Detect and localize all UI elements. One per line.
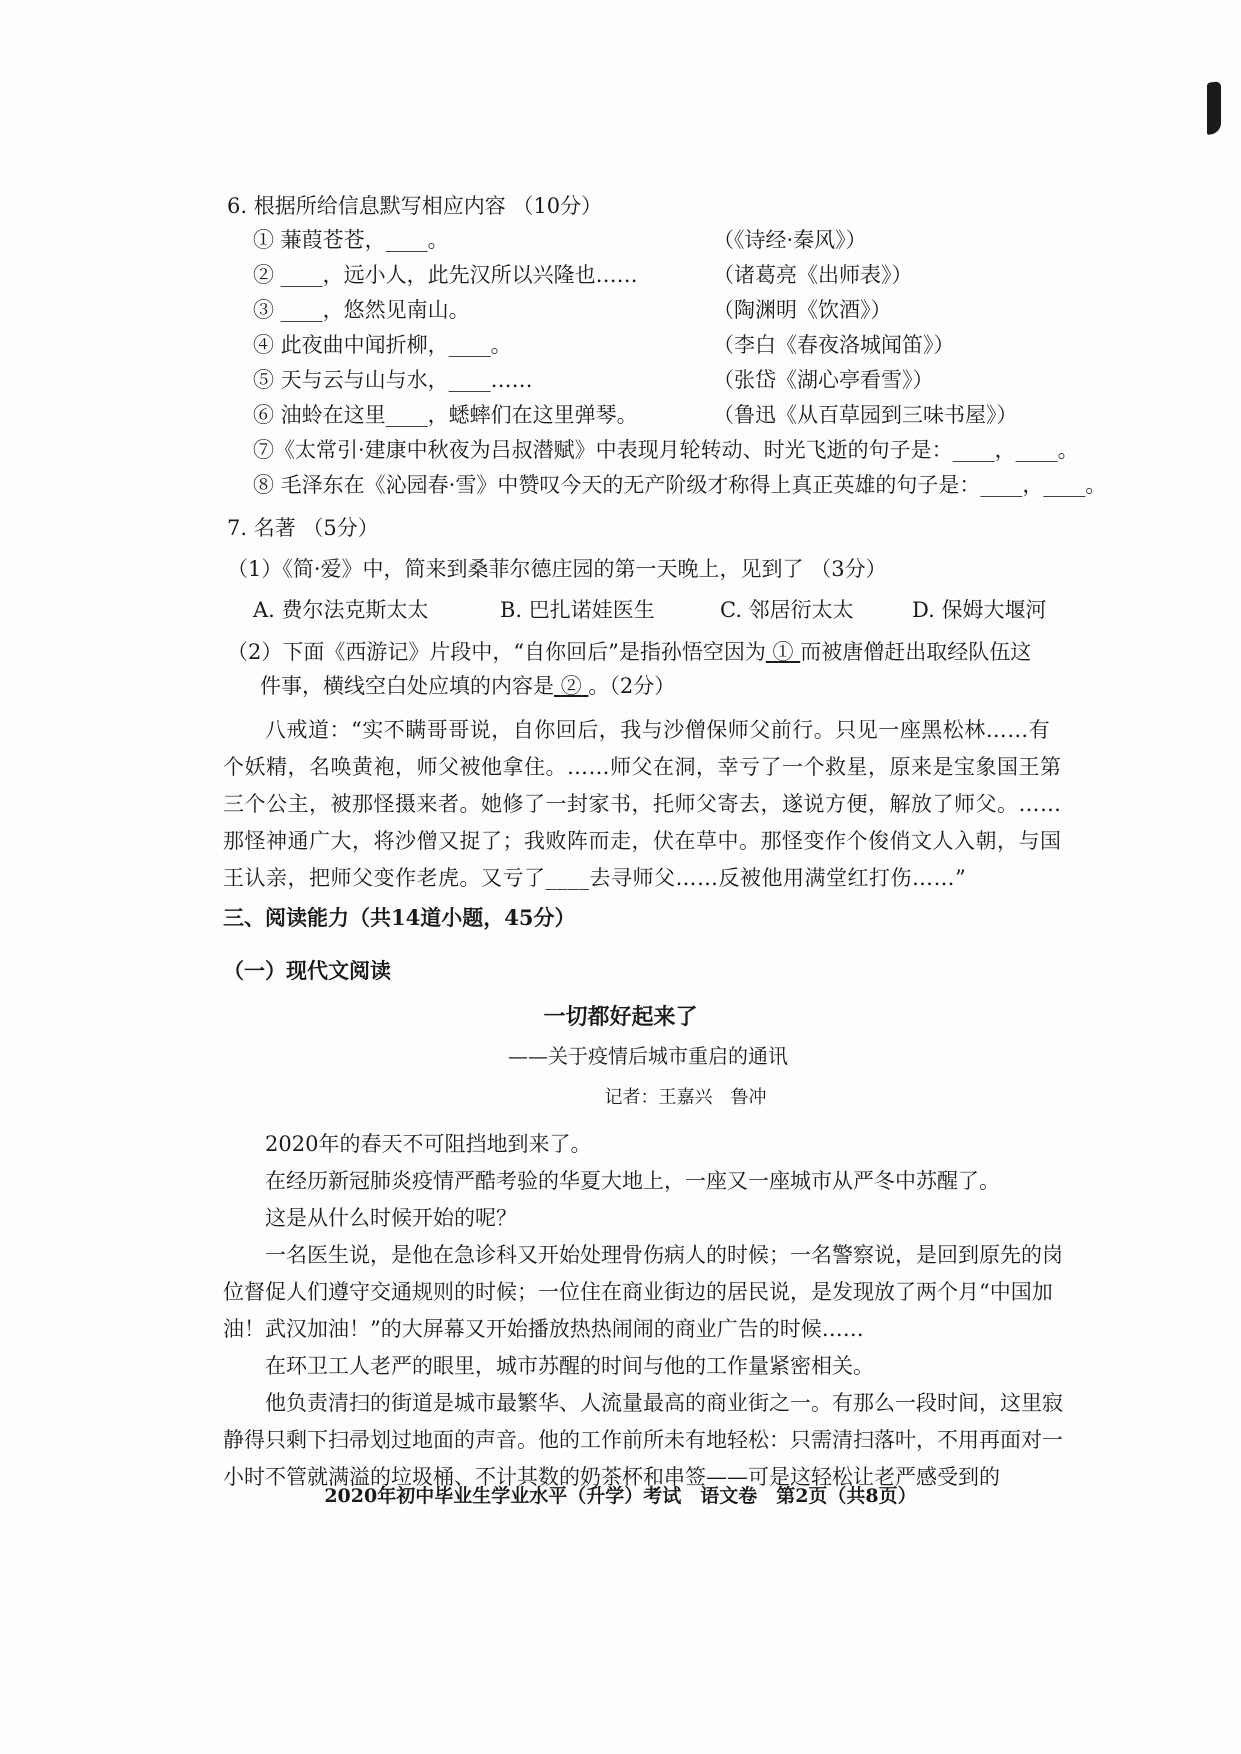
q6-source-3: （陶渊明《饮酒》） (713, 298, 892, 322)
q6-source-6: （鲁迅《从百草园到三味书屋》） (713, 403, 1018, 427)
q7-sub2-text-c: 件事，横线空白处应填的内容是 (260, 674, 554, 698)
article-byline: 记者：王嘉兴 鲁冲 (604, 1087, 767, 1108)
q6-source-1: （《诗经·秦风》） (713, 228, 867, 252)
q6-item-1: ① 蒹葭苍苍，____。 (253, 228, 449, 252)
q6-source-4: （李白《春夜洛城闻笛》） (713, 333, 955, 357)
article-paragraph: 在环卫工人老严的眼里，城市苏醒的时间与他的工作量紧密相关。 (265, 1354, 874, 1378)
q7-option-a: A. 费尔法克斯太太 (253, 598, 429, 622)
blank-marker-1 (766, 640, 800, 664)
section3-heading: 三、阅读能力（共14道小题，45分） (223, 905, 576, 930)
q7-option-c: C. 邻居衍太太 (720, 598, 854, 622)
article-paragraph: 2020年的春天不可阻挡地到来了。 (265, 1132, 592, 1156)
q6-item-4: ④ 此夜曲中闻折柳，____。 (253, 333, 512, 357)
article-paragraph: 在经历新冠肺炎疫情严酷考验的华夏大地上，一座又一座城市从严冬中苏醒了。 (265, 1169, 1000, 1193)
article-paragraph: 一名医生说，是他在急诊科又开始处理骨伤病人的时候；一名警察说，是回到原先的岗位督促人们遵守交通规则的时候；一位住在商业街边的居民说，是发现放了两个月“中国加油！武汉加油！”的大屏幕又开始播放热热闹闹的商业广告的时候…… (223, 1243, 1063, 1341)
q7-sub2-text-b: 而被唐僧赶出取经队伍这 (800, 640, 1032, 664)
article-paragraph: 这是从什么时候开始的呢？ (265, 1206, 517, 1230)
q6-source-5: （张岱《湖心亭看雪》） (713, 368, 934, 392)
q6-item-6: ⑥ 油蛉在这里____，蟋蟀们在这里弹琴。 (253, 403, 638, 427)
article-title: 一切都好起来了 (543, 1004, 698, 1030)
q7-sub1: （1）《简·爱》中，简来到桑菲尔德庄园的第一天晚上，见到了 （3分） (227, 557, 887, 581)
q7-option-b: B. 巴扎诺娃医生 (500, 598, 655, 622)
section3-subheading: （一）现代文阅读 (223, 958, 391, 983)
q6-item-3: ③ ____，悠然见南山。 (253, 298, 470, 322)
q6-item-8: ⑧ 毛泽东在《沁园春·雪》中赞叹今天的无产阶级才称得上真正英雄的句子是：____，____。 (253, 473, 1107, 497)
q7-heading: 7. 名著 （5分） (227, 516, 379, 540)
blank-marker-2-label: ② (560, 674, 582, 698)
page-footer: 2020年初中毕业生学业水平（升学）考试 语文卷 第2页（共8页） (324, 1485, 917, 1507)
q6-item-2: ② ____，远小人，此先汉所以兴隆也…… (253, 263, 638, 287)
binding-mark (1207, 81, 1221, 135)
blank-marker-1-label: ① (772, 640, 794, 664)
q6-item-7: ⑦《太常引·建康中秋夜为吕叔潜赋》中表现月轮转动、时光飞逝的句子是：____，____。 (253, 438, 1079, 462)
article-paragraph: 他负责清扫的街道是城市最繁华、人流量最高的商业街之一。有那么一段时间，这里寂静得只剩下扫帚划过地面的声音。他的工作前所未有地轻松：只需清扫落叶，不用再面对一小时不管就满溢的垃圾桶、不计其数的奶茶杯和串签——可是这轻松让老严感受到的 (223, 1391, 1063, 1489)
q6-item-5: ⑤ 天与云与山与水，____…… (253, 368, 533, 392)
q7-sub2-text-d: 。（2分） (588, 674, 676, 698)
blank-marker-2 (554, 674, 588, 698)
q7-sub2-line2 (260, 672, 675, 700)
q6-heading: 6. 根据所给信息默写相应内容 （10分） (227, 194, 603, 218)
q7-sub2-line1 (227, 638, 1031, 666)
q7-option-d: D. 保姆大堰河 (912, 598, 1047, 622)
q7-sub2-text-a: （2）下面《西游记》片段中，“自你回后”是指孙悟空因为 (227, 640, 766, 664)
q6-source-2: （诸葛亮《出师表》） (713, 263, 913, 287)
article-subtitle: ——关于疫情后城市重启的通讯 (508, 1044, 788, 1068)
xiyouji-excerpt: 八戒道：“实不瞒哥哥说，自你回后，我与沙僧保师父前行。只见一座黑松林……有个妖精，名唤黄袍，师父被他拿住。……师父在洞，幸亏了一个救星，原来是宝象国王第三个公主，被那怪摄来者。她修了一封家书，托师父寄去，遂说方便，解放了师父。……那怪神通广大，将沙僧又捉了；我败阵而走，伏在草中。那怪变作个俊俏文人入朝，与国王认亲，把师父变作老虎。又亏了____去寻师父……反被他用满堂红打伤……” (223, 718, 1062, 890)
